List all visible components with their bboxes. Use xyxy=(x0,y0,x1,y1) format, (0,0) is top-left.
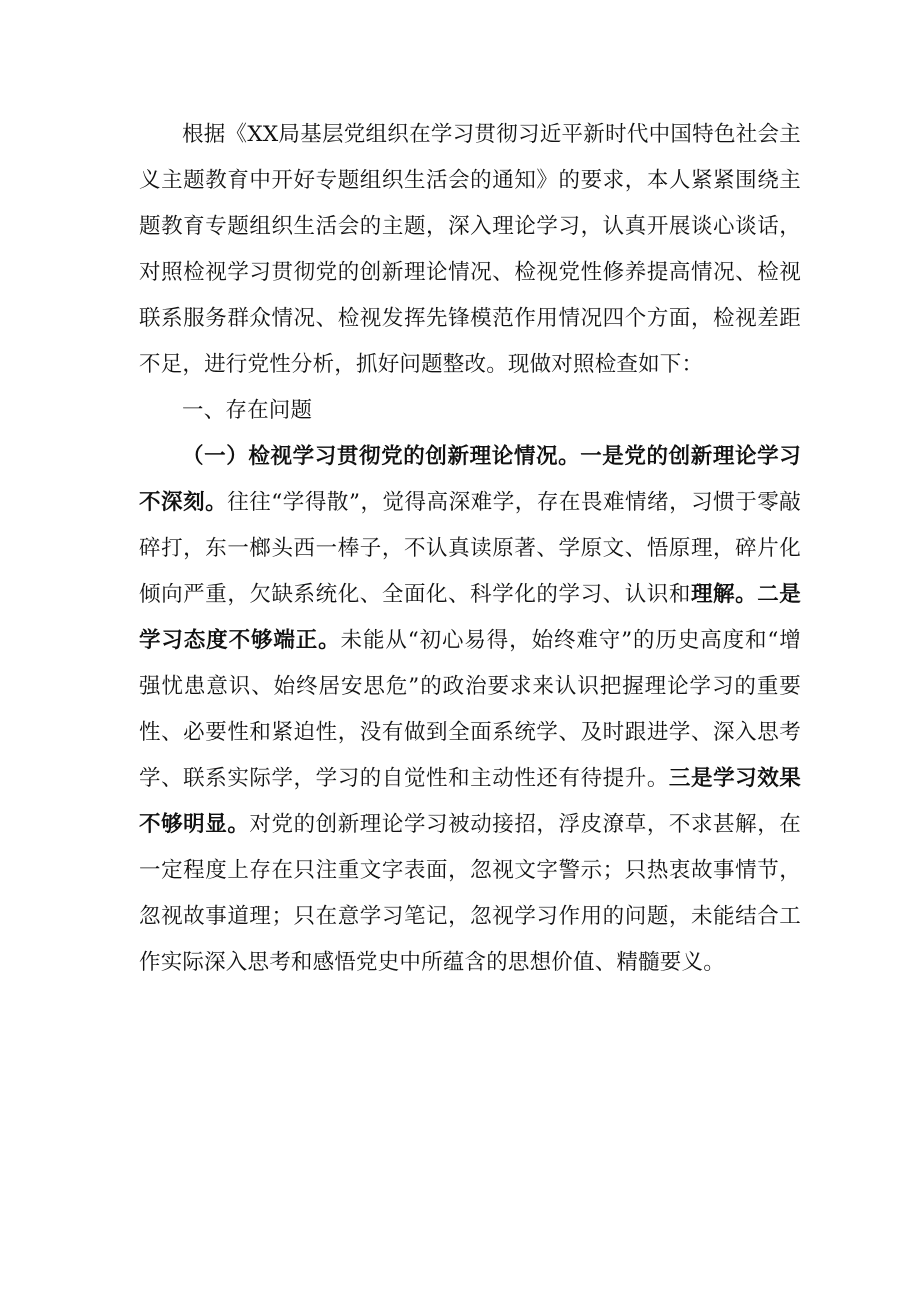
point-1-text: 往往“学得散”，觉得高深难学，存在畏难情绪，习惯于零敲碎打，东一榔头西一棒子，不认真读原著、学原文、悟原理，碎片化倾向严重，欠缺系统化、全面化、科学化的学习、认识和 xyxy=(139,490,801,607)
point-1-title: 一是党的创新理论学习不深刻。 xyxy=(139,444,801,515)
point-2-title: 二是学习态度不够端正。 xyxy=(139,582,801,653)
point-2-text: 未能从“初心易得，始终难守”的历史高度和“增强忧患意识、始终居安思危”的政治要求来认识把握理论学习的重要性、必要性和紧迫性，没有做到全面系统学、及时跟进学、深入思考学、联系实际学，学习的自觉性和主动性还有待提升。 xyxy=(139,628,801,791)
intro-highlighted-text: 照检视学习贯彻党的创新理论情况、检视党性修养提高情况、检视联系服务群众情况、检视发挥先锋模范作用情 xyxy=(139,260,802,331)
point-2-title-lead: 理解。 xyxy=(690,582,758,607)
subsection-title: （一）检视学习贯彻党的创新理论情况。 xyxy=(182,444,581,469)
intro-text-start: 根据《XX局基层党组织在学习贯彻习近平新时代中国特色社会主义主题教育中开好专题组织生活会的通知》的要求，本人紧紧围绕主题教育专题组织生活会的主题，深入理论学习，认真开展谈心谈话，对 xyxy=(139,122,801,285)
point-3-text: 对党的创新理论学习被动接招，浮皮潦草，不求甚解，在一定程度上存在只注重文字表面，忽视文字警示；只热衷故事情节，忽视故事道理；只在意学习笔记，忽视学习作用的问题，未能结合工作实际深入思考和感悟党史中所蕴含的思想价值、精髓要义。 xyxy=(139,812,801,975)
section-heading-problems: 一、存在问题 xyxy=(182,398,313,423)
intro-text-end: 况四个方面，检视差距不足，进行党性分析，抓好问题整改。现做对照检查如下： xyxy=(139,306,801,377)
point-3-title: 三是学习效果不够明显。 xyxy=(139,766,802,837)
subsection-paragraph-1 xyxy=(139,434,801,986)
intro-paragraph xyxy=(139,112,801,388)
document-body xyxy=(139,112,801,986)
